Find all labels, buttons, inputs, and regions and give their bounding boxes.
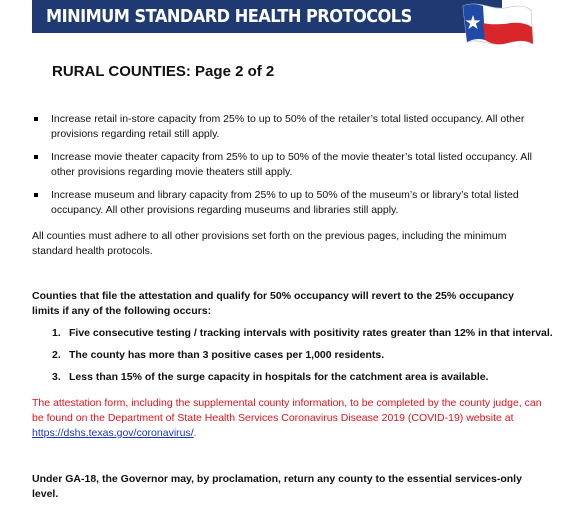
texas-flag-icon bbox=[457, 0, 537, 52]
list-item bbox=[34, 188, 554, 218]
list-number: 2. bbox=[52, 349, 61, 361]
attestation-intro: Counties that file the attestation and qualify for 50% occupancy will revert to the 25% occupancy limits if any of the following occurs: bbox=[32, 290, 514, 317]
ga18-paragraph: Under GA-18, the Governor may, by proclamation, return any county to the essential services-only level. bbox=[32, 473, 522, 500]
attestation-form-period: . bbox=[193, 427, 197, 439]
list-number: 1. bbox=[52, 327, 61, 339]
bullet-icon bbox=[34, 155, 38, 159]
list-number: 3. bbox=[52, 371, 61, 383]
list-item bbox=[34, 112, 554, 142]
bullet-text: Increase movie theater capacity from 25% to up to 50% of the movie theater’s total listed occupancy. All other provisions regarding movie theaters still apply. bbox=[51, 151, 532, 178]
header-title: MINIMUM STANDARD HEALTH PROTOCOLS bbox=[46, 6, 412, 27]
page-subtitle: RURAL COUNTIES: Page 2 of 2 bbox=[52, 63, 275, 80]
list-item bbox=[34, 150, 554, 180]
list-item bbox=[52, 326, 552, 341]
condition-text: The county has more than 3 positive cases per 1,000 residents. bbox=[69, 349, 385, 361]
conditions-list bbox=[52, 326, 552, 392]
provisions-paragraph: All counties must adhere to all other provisions set forth on the previous pages, including the minimum standard health protocols. bbox=[32, 230, 507, 257]
header-banner bbox=[32, 0, 502, 33]
bullet-text: Increase museum and library capacity from 25% to up to 50% of the museum’s or library’s total listed occupancy. All other provisions regarding museums and libraries still apply. bbox=[51, 189, 519, 216]
list-item bbox=[52, 370, 552, 385]
attestation-form-text: The attestation form, including the supplemental county information, to be completed by the county judge, can be found on the Department of State Health Services Coronavirus Disease 2019 (COVID-19) website at bbox=[32, 397, 542, 424]
condition-text: Five consecutive testing / tracking intervals with positivity rates greater than 12% in that interval. bbox=[69, 327, 553, 339]
attestation-form-paragraph bbox=[32, 396, 542, 441]
list-item bbox=[52, 348, 552, 363]
bullet-text: Increase retail in-store capacity from 25% to up to 50% of the retailer’s total listed occupancy. All other provisions regarding retail still apply. bbox=[51, 113, 525, 140]
bullet-icon bbox=[34, 193, 38, 197]
dshs-coronavirus-link[interactable]: https://dshs.texas.gov/coronavirus/ bbox=[32, 427, 194, 439]
capacity-bullet-list bbox=[34, 112, 554, 226]
condition-text: Less than 15% of the surge capacity in hospitals for the catchment area is available. bbox=[69, 371, 489, 383]
bullet-icon bbox=[34, 117, 38, 121]
